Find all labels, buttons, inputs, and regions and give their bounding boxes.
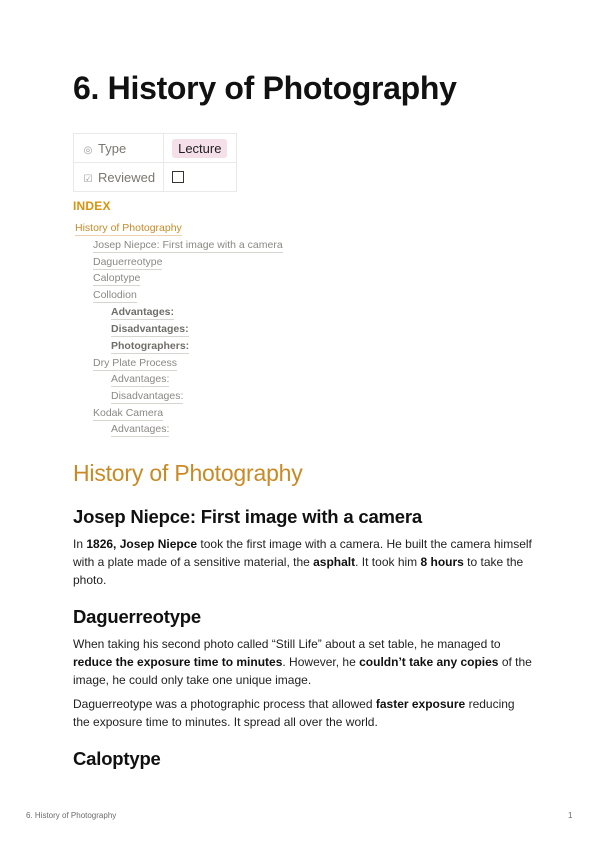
- toc-item[interactable]: History of Photography: [75, 222, 182, 234]
- page-title: 6. History of Photography: [73, 70, 457, 106]
- toc-item[interactable]: Photographers:: [111, 340, 190, 352]
- property-row-reviewed: [74, 163, 237, 192]
- toc-item[interactable]: Advantages:: [111, 373, 170, 385]
- page-number: 1: [568, 811, 573, 820]
- property-row-type: [74, 134, 237, 163]
- toc-item[interactable]: Kodak Camera: [93, 407, 164, 419]
- paragraph-daguerreotype-1: When taking his second photo called “Still Life” about a set table, he managed to reduce the exposure time to minutes. However, he couldn’t take any copies of the image, he could only take one unique image.: [73, 637, 532, 687]
- property-label-reviewed: Reviewed: [98, 169, 156, 185]
- toc-item[interactable]: Collodion: [93, 289, 137, 301]
- property-label-type: Type: [98, 140, 127, 156]
- subheading-niepce: Josep Niepce: First image with a camera: [73, 506, 422, 527]
- type-tag[interactable]: Lecture: [172, 139, 227, 158]
- toc-item[interactable]: Josep Niepce: First image with a camera: [93, 239, 283, 251]
- paragraph-niepce: In 1826, Josep Niepce took the first image with a camera. He built the camera himself with a plate made of a sensitive material, the asphalt. It took him 8 hours to take the photo.: [73, 537, 532, 587]
- toc-item[interactable]: Advantages:: [111, 306, 175, 318]
- toc-item[interactable]: Disadvantages:: [111, 390, 184, 402]
- subheading-caloptype: Caloptype: [73, 748, 161, 769]
- checkbox-icon: ☑: [83, 173, 93, 185]
- toc-item[interactable]: Dry Plate Process: [93, 357, 178, 369]
- radio-icon: ◎: [83, 144, 93, 156]
- toc-item[interactable]: Advantages:: [111, 423, 170, 435]
- properties-table: [73, 133, 237, 192]
- footer-title: 6. History of Photography: [26, 811, 117, 820]
- property-value-type[interactable]: [164, 134, 237, 163]
- paragraph-daguerreotype-2: Daguerreotype was a photographic process that allowed faster exposure reducing the exposure time to minutes. It spread all over the world.: [73, 697, 515, 729]
- toc-item[interactable]: Caloptype: [93, 272, 141, 284]
- subheading-daguerreotype: Daguerreotype: [73, 606, 201, 627]
- section-heading-history: History of Photography: [73, 460, 303, 486]
- property-key-reviewed: [74, 163, 164, 192]
- property-key-type: [74, 134, 164, 163]
- index-label: INDEX: [73, 199, 111, 213]
- property-value-reviewed[interactable]: [164, 163, 237, 192]
- reviewed-checkbox[interactable]: [172, 171, 184, 183]
- toc-item[interactable]: Disadvantages:: [111, 323, 189, 335]
- toc-item[interactable]: Daguerreotype: [93, 256, 163, 268]
